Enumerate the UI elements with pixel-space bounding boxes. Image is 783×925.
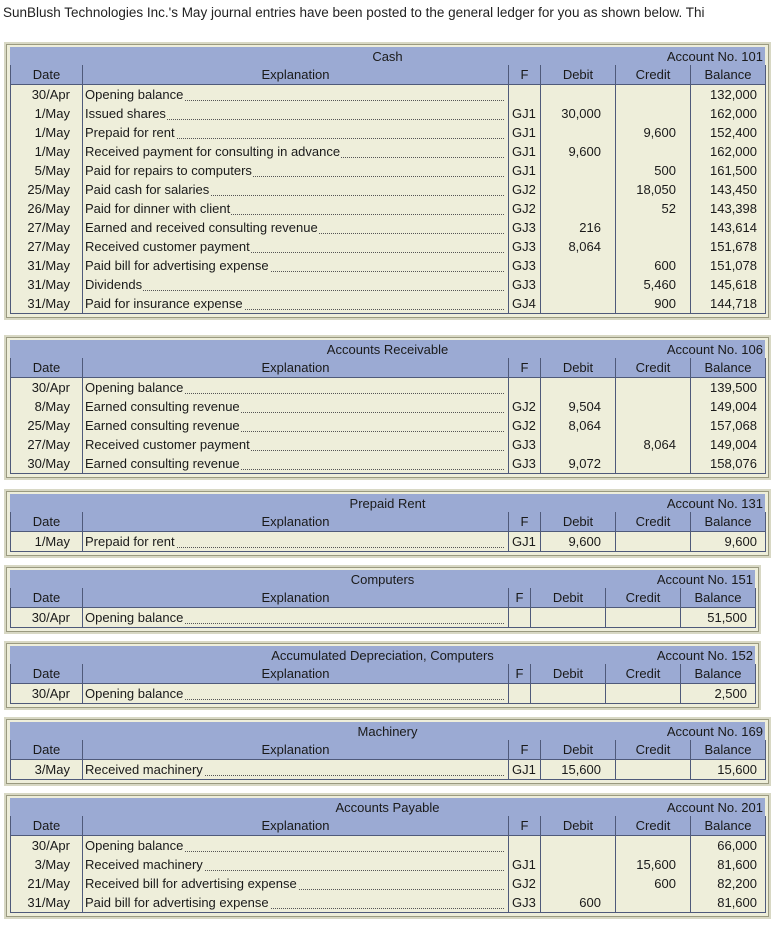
cell-credit: [606, 608, 681, 628]
account-name: Computers: [350, 572, 415, 587]
cell-f: GJ1: [509, 123, 541, 142]
explanation-text: Received bill for advertising expense: [85, 876, 297, 891]
cell-debit: 30,000: [541, 104, 616, 123]
ledger-2: [6, 491, 769, 556]
cell-balance: 66,000: [691, 836, 766, 856]
ledger-title-bar: [10, 570, 755, 588]
table-row: [11, 435, 766, 454]
cell-explanation: [83, 836, 509, 856]
explanation-text: Received payment for consulting in advance: [85, 144, 341, 159]
cell-date: 30/Apr: [11, 836, 83, 856]
cell-explanation: [83, 275, 509, 294]
table-row: [11, 199, 766, 218]
explanation-text: Opening balance: [85, 686, 184, 701]
cell-balance: 149,004: [691, 397, 766, 416]
explanation-text: Paid for dinner with client: [85, 201, 231, 216]
cell-explanation: [83, 855, 509, 874]
cell-explanation: [83, 378, 509, 398]
table-row: [11, 855, 766, 874]
cell-balance: 158,076: [691, 454, 766, 474]
column-header-explanation: Explanation: [83, 65, 509, 85]
explanation-text: Paid for insurance expense: [85, 296, 243, 311]
cell-f: GJ1: [509, 142, 541, 161]
table-row: [11, 608, 756, 628]
cell-balance: 157,068: [691, 416, 766, 435]
explanation-text: Received machinery: [85, 857, 203, 872]
cell-credit: 8,064: [616, 435, 691, 454]
column-header-balance: Balance: [691, 65, 766, 85]
account-name: Machinery: [357, 724, 418, 739]
cell-date: 1/May: [11, 532, 83, 552]
ledger-table: [10, 664, 756, 704]
account-number: Account No. 152: [656, 648, 753, 663]
cell-f: GJ2: [509, 874, 541, 893]
column-header-credit: Credit: [616, 65, 691, 85]
column-header-date: Date: [11, 664, 83, 684]
cell-debit: 9,072: [541, 454, 616, 474]
cell-balance: 144,718: [691, 294, 766, 314]
cell-f: [509, 836, 541, 856]
cell-date: 31/May: [11, 294, 83, 314]
cell-credit: 900: [616, 294, 691, 314]
cell-date: 30/May: [11, 454, 83, 474]
column-header-date: Date: [11, 358, 83, 378]
column-header-explanation: Explanation: [83, 588, 509, 608]
ledger-title-bar: [10, 340, 765, 358]
cell-f: [509, 608, 531, 628]
cell-credit: 18,050: [616, 180, 691, 199]
header-row: [11, 588, 756, 608]
cell-explanation: [83, 397, 509, 416]
header-row: [11, 512, 766, 532]
account-name: Cash: [372, 49, 403, 64]
explanation-text: Prepaid for rent: [85, 125, 175, 140]
ledger-3: [6, 567, 759, 632]
column-header-credit: Credit: [606, 664, 681, 684]
cell-balance: 151,678: [691, 237, 766, 256]
cell-credit: 52: [616, 199, 691, 218]
ledger-table: [10, 740, 766, 780]
table-row: [11, 218, 766, 237]
cell-explanation: [83, 435, 509, 454]
cell-credit: 600: [616, 874, 691, 893]
cell-credit: [616, 454, 691, 474]
cell-date: 26/May: [11, 199, 83, 218]
cell-balance: 81,600: [691, 893, 766, 913]
explanation-text: Opening balance: [85, 838, 184, 853]
cell-debit: 216: [541, 218, 616, 237]
ledger-table: [10, 358, 766, 474]
explanation-text: Issued shares: [85, 106, 166, 121]
intro-text: SunBlush Technologies Inc.'s May journal entries have been posted to the general ledger for you as shown below. Thi: [3, 5, 705, 20]
account-number: Account No. 169: [666, 724, 763, 739]
cell-balance: 143,398: [691, 199, 766, 218]
header-row: [11, 65, 766, 85]
table-row: [11, 104, 766, 123]
column-header-credit: Credit: [616, 512, 691, 532]
table-row: [11, 237, 766, 256]
column-header-balance: Balance: [691, 358, 766, 378]
cell-debit: [541, 836, 616, 856]
column-header-date: Date: [11, 740, 83, 760]
table-row: [11, 684, 756, 704]
cell-explanation: [83, 760, 509, 780]
ledger-table: [10, 512, 766, 552]
table-row: [11, 836, 766, 856]
column-header-date: Date: [11, 65, 83, 85]
cell-credit: 9,600: [616, 123, 691, 142]
cell-credit: [616, 532, 691, 552]
cell-debit: [541, 435, 616, 454]
explanation-text: Received customer payment: [85, 239, 250, 254]
column-header-debit: Debit: [541, 358, 616, 378]
cell-date: 31/May: [11, 893, 83, 913]
cell-f: GJ3: [509, 218, 541, 237]
cell-explanation: [83, 893, 509, 913]
ledger-table: [10, 816, 766, 913]
cell-debit: [541, 874, 616, 893]
explanation-text: Earned consulting revenue: [85, 418, 240, 433]
cell-date: 3/May: [11, 855, 83, 874]
cell-credit: 600: [616, 256, 691, 275]
cell-f: GJ2: [509, 397, 541, 416]
cell-explanation: [83, 256, 509, 275]
cell-explanation: [83, 199, 509, 218]
cell-credit: 500: [616, 161, 691, 180]
explanation-text: Earned consulting revenue: [85, 456, 240, 471]
cell-balance: 162,000: [691, 104, 766, 123]
cell-f: GJ1: [509, 855, 541, 874]
table-row: [11, 454, 766, 474]
column-header-debit: Debit: [541, 512, 616, 532]
explanation-text: Opening balance: [85, 87, 184, 102]
column-header-date: Date: [11, 816, 83, 836]
cell-credit: 15,600: [616, 855, 691, 874]
cell-debit: 9,504: [541, 397, 616, 416]
cell-balance: 143,614: [691, 218, 766, 237]
table-row: [11, 378, 766, 398]
table-row: [11, 142, 766, 161]
cell-explanation: [83, 532, 509, 552]
cell-date: 31/May: [11, 275, 83, 294]
cell-balance: 82,200: [691, 874, 766, 893]
account-number: Account No. 131: [666, 496, 763, 511]
column-header-credit: Credit: [606, 588, 681, 608]
column-header-balance: Balance: [681, 664, 756, 684]
explanation-text: Earned and received consulting revenue: [85, 220, 318, 235]
column-header-debit: Debit: [541, 740, 616, 760]
column-header-f: F: [509, 816, 541, 836]
cell-date: 1/May: [11, 142, 83, 161]
column-header-balance: Balance: [681, 588, 756, 608]
table-row: [11, 180, 766, 199]
cell-debit: 600: [541, 893, 616, 913]
cell-f: GJ3: [509, 256, 541, 275]
cell-explanation: [83, 874, 509, 893]
explanation-text: Paid bill for advertising expense: [85, 258, 269, 273]
cell-date: 30/Apr: [11, 684, 83, 704]
cell-date: 25/May: [11, 416, 83, 435]
cell-credit: [616, 397, 691, 416]
cell-debit: [541, 256, 616, 275]
ledger-title-bar: [10, 47, 765, 65]
table-row: [11, 874, 766, 893]
cell-date: 21/May: [11, 874, 83, 893]
column-header-f: F: [509, 358, 541, 378]
cell-credit: [616, 218, 691, 237]
table-row: [11, 397, 766, 416]
cell-balance: 161,500: [691, 161, 766, 180]
explanation-text: Dividends: [85, 277, 143, 292]
cell-f: GJ1: [509, 104, 541, 123]
header-row: [11, 740, 766, 760]
table-row: [11, 760, 766, 780]
cell-explanation: [83, 416, 509, 435]
cell-credit: [616, 104, 691, 123]
cell-f: [509, 85, 541, 105]
table-row: [11, 275, 766, 294]
cell-f: GJ1: [509, 532, 541, 552]
explanation-text: Paid bill for advertising expense: [85, 895, 269, 910]
column-header-f: F: [509, 664, 531, 684]
ledger-title-bar: [10, 798, 765, 816]
column-header-explanation: Explanation: [83, 358, 509, 378]
ledger-0: [6, 44, 769, 318]
cell-balance: 162,000: [691, 142, 766, 161]
account-number: Account No. 101: [666, 49, 763, 64]
column-header-explanation: Explanation: [83, 664, 509, 684]
column-header-debit: Debit: [531, 588, 606, 608]
table-row: [11, 416, 766, 435]
account-number: Account No. 151: [656, 572, 753, 587]
cell-credit: [606, 684, 681, 704]
header-row: [11, 816, 766, 836]
cell-f: [509, 378, 541, 398]
column-header-f: F: [509, 65, 541, 85]
table-row: [11, 893, 766, 913]
account-name: Accounts Payable: [335, 800, 440, 815]
column-header-f: F: [509, 740, 541, 760]
cell-balance: 149,004: [691, 435, 766, 454]
cell-date: 27/May: [11, 237, 83, 256]
table-row: [11, 294, 766, 314]
account-number: Account No. 201: [666, 800, 763, 815]
column-header-balance: Balance: [691, 512, 766, 532]
cell-debit: 8,064: [541, 237, 616, 256]
table-row: [11, 161, 766, 180]
cell-f: GJ1: [509, 161, 541, 180]
table-row: [11, 532, 766, 552]
cell-date: 31/May: [11, 256, 83, 275]
cell-debit: [531, 684, 606, 704]
cell-credit: [616, 416, 691, 435]
ledger-title-bar: [10, 494, 765, 512]
cell-date: 30/Apr: [11, 85, 83, 105]
cell-date: 30/Apr: [11, 608, 83, 628]
account-number: Account No. 106: [666, 342, 763, 357]
cell-explanation: [83, 454, 509, 474]
cell-date: 30/Apr: [11, 378, 83, 398]
cell-date: 5/May: [11, 161, 83, 180]
ledger-title-bar: [10, 722, 765, 740]
cell-date: 1/May: [11, 104, 83, 123]
cell-date: 25/May: [11, 180, 83, 199]
cell-balance: 15,600: [691, 760, 766, 780]
cell-credit: 5,460: [616, 275, 691, 294]
column-header-explanation: Explanation: [83, 740, 509, 760]
cell-date: 8/May: [11, 397, 83, 416]
header-row: [11, 664, 756, 684]
cell-f: GJ3: [509, 275, 541, 294]
cell-f: GJ1: [509, 760, 541, 780]
cell-date: 27/May: [11, 435, 83, 454]
cell-f: GJ3: [509, 454, 541, 474]
header-row: [11, 358, 766, 378]
column-header-explanation: Explanation: [83, 512, 509, 532]
cell-f: GJ3: [509, 237, 541, 256]
cell-f: GJ2: [509, 180, 541, 199]
explanation-text: Paid for repairs to computers: [85, 163, 252, 178]
cell-f: GJ2: [509, 416, 541, 435]
cell-f: GJ3: [509, 893, 541, 913]
cell-explanation: [83, 142, 509, 161]
ledger-5: [6, 719, 769, 784]
column-header-balance: Balance: [691, 816, 766, 836]
cell-debit: [541, 123, 616, 142]
column-header-credit: Credit: [616, 358, 691, 378]
cell-balance: 51,500: [681, 608, 756, 628]
account-name: Prepaid Rent: [349, 496, 426, 511]
cell-credit: [616, 85, 691, 105]
cell-debit: [541, 199, 616, 218]
cell-debit: [541, 294, 616, 314]
account-name: Accumulated Depreciation, Computers: [271, 648, 494, 663]
cell-credit: [616, 893, 691, 913]
column-header-debit: Debit: [541, 816, 616, 836]
cell-debit: 8,064: [541, 416, 616, 435]
cell-explanation: [83, 123, 509, 142]
explanation-text: Opening balance: [85, 610, 184, 625]
explanation-text: Received machinery: [85, 762, 203, 777]
cell-explanation: [83, 294, 509, 314]
table-row: [11, 123, 766, 142]
cell-f: [509, 684, 531, 704]
column-header-balance: Balance: [691, 740, 766, 760]
cell-f: GJ3: [509, 435, 541, 454]
ledger-4: [6, 643, 759, 708]
cell-credit: [616, 836, 691, 856]
column-header-explanation: Explanation: [83, 816, 509, 836]
explanation-text: Opening balance: [85, 380, 184, 395]
cell-debit: [541, 275, 616, 294]
cell-debit: 9,600: [541, 142, 616, 161]
cell-explanation: [83, 218, 509, 237]
ledger-table: [10, 65, 766, 314]
ledger-6: [6, 795, 769, 917]
cell-debit: 15,600: [541, 760, 616, 780]
cell-credit: [616, 378, 691, 398]
explanation-text: Earned consulting revenue: [85, 399, 240, 414]
column-header-debit: Debit: [541, 65, 616, 85]
table-row: [11, 85, 766, 105]
cell-explanation: [83, 104, 509, 123]
table-row: [11, 256, 766, 275]
cell-debit: [541, 161, 616, 180]
cell-debit: [541, 378, 616, 398]
cell-debit: [541, 855, 616, 874]
cell-debit: [531, 608, 606, 628]
column-header-debit: Debit: [531, 664, 606, 684]
cell-explanation: [83, 684, 509, 704]
cell-f: GJ4: [509, 294, 541, 314]
cell-debit: [541, 85, 616, 105]
cell-f: GJ2: [509, 199, 541, 218]
column-header-date: Date: [11, 512, 83, 532]
cell-balance: 152,400: [691, 123, 766, 142]
cell-debit: [541, 180, 616, 199]
cell-date: 27/May: [11, 218, 83, 237]
cell-balance: 143,450: [691, 180, 766, 199]
cell-explanation: [83, 608, 509, 628]
cell-debit: 9,600: [541, 532, 616, 552]
ledger-title-bar: [10, 646, 755, 664]
cell-date: 3/May: [11, 760, 83, 780]
cell-balance: 9,600: [691, 532, 766, 552]
cell-balance: 81,600: [691, 855, 766, 874]
cell-balance: 139,500: [691, 378, 766, 398]
cell-explanation: [83, 180, 509, 199]
cell-credit: [616, 760, 691, 780]
cell-date: 1/May: [11, 123, 83, 142]
cell-explanation: [83, 161, 509, 180]
cell-credit: [616, 237, 691, 256]
column-header-f: F: [509, 588, 531, 608]
account-name: Accounts Receivable: [326, 342, 449, 357]
cell-balance: 2,500: [681, 684, 756, 704]
explanation-text: Received customer payment: [85, 437, 250, 452]
column-header-credit: Credit: [616, 740, 691, 760]
explanation-text: Paid cash for salaries: [85, 182, 210, 197]
column-header-date: Date: [11, 588, 83, 608]
column-header-credit: Credit: [616, 816, 691, 836]
cell-balance: 145,618: [691, 275, 766, 294]
cell-explanation: [83, 85, 509, 105]
explanation-text: Prepaid for rent: [85, 534, 175, 549]
cell-credit: [616, 142, 691, 161]
column-header-f: F: [509, 512, 541, 532]
cell-balance: 132,000: [691, 85, 766, 105]
cell-explanation: [83, 237, 509, 256]
cell-balance: 151,078: [691, 256, 766, 275]
ledger-1: [6, 337, 769, 478]
ledger-table: [10, 588, 756, 628]
